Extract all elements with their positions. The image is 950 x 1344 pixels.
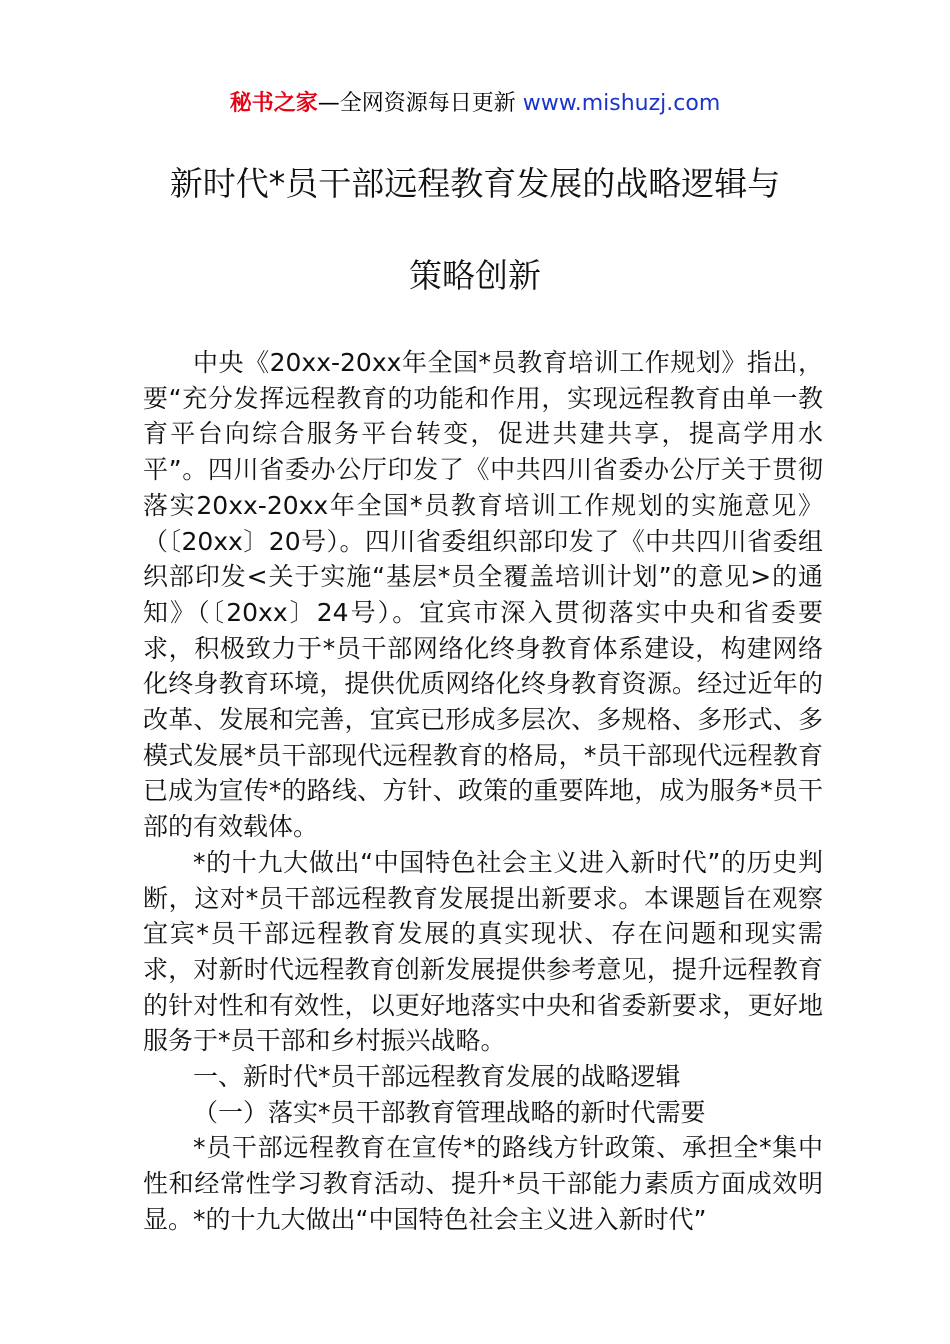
document-title-line-1: 新时代*员干部远程教育发展的战略逻辑与 bbox=[169, 164, 781, 203]
site-name: 秘书之家 bbox=[229, 91, 318, 116]
paragraph-intro: 中央《20xx-20xx年全国*员教育培训工作规划》指出，要“充分发挥远程教育的功能和作用，实现远程教育由单一教育平台向综合服务平台转变，促进共建共享，提高学用水平”。四川省委办公厅印发了《中共四川省委办公厅关于贯彻落实20xx-20xx年全国*员教育培训工作规划的实施意见》（〔20xx〕20号）。四川省委组织部印发了《中共四川省委组织部印发<关于实施“基层*员全覆盖培训计划”的意见>的通知》（〔20xx〕24号）。宜宾市深入贯彻落实中央和省委要求，积极致力于*员干部网络化终身教育体系建设，构建网络化终身教育环境，提供优质网络化终身教育资源。经过近年的改革、发展和完善，宜宾已形成多层次、多规格、多形式、多模式发展*员干部现代远程教育的格局，*员干部现代远程教育已成为宣传*的路线、方针、政策的重要阵地，成为服务*员干部的有效载体。 bbox=[143, 348, 823, 842]
subsection-heading-1: （一）落实*员干部教育管理战略的新时代需要 bbox=[193, 1097, 706, 1127]
section-heading-1: 一、新时代*员干部远程教育发展的战略逻辑 bbox=[193, 1062, 681, 1092]
site-url-link[interactable]: www.mishuzj.com bbox=[522, 91, 721, 116]
site-header bbox=[0, 88, 950, 120]
site-tagline: —全网资源每日更新 bbox=[317, 91, 523, 116]
paragraph-background: *的十九大做出“中国特色社会主义进入新时代”的历史判断，这对*员干部远程教育发展提出新要求。本课题旨在观察宜宾*员干部远程教育发展的真实现状、存在问题和现实需求，对新时代远程教育创新发展提供参考意见，提升远程教育的针对性和有效性，以更好地落实中央和省委新要求，更好地服务于*员干部和乡村振兴战略。 bbox=[143, 847, 823, 1056]
document-title-line-2: 策略创新 bbox=[409, 256, 541, 295]
document-body bbox=[143, 345, 823, 1238]
paragraph-section-1: *员干部远程教育在宣传*的路线方针政策、承担全*集中性和经常性学习教育活动、提升*员干部能力素质方面成效明显。*的十九大做出“中国特色社会主义进入新时代” bbox=[143, 1133, 823, 1234]
